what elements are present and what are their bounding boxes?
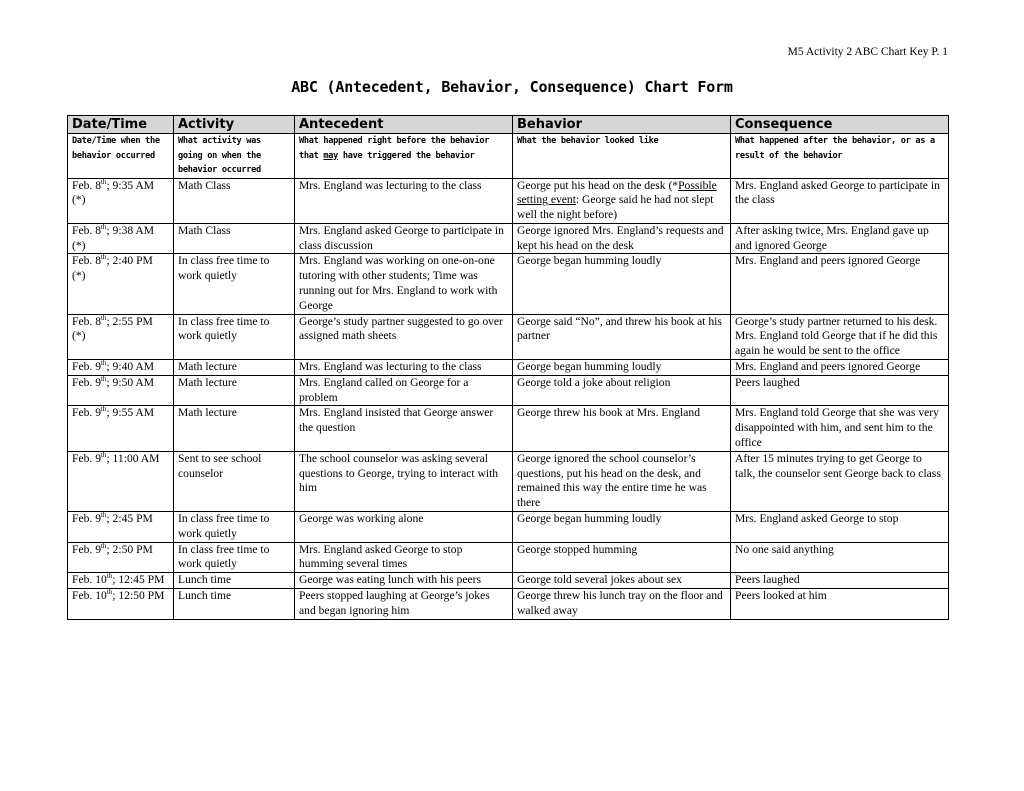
behavior-text: George threw his lunch tray on the floor and walked away xyxy=(517,589,723,617)
column-header-consequence: Consequence xyxy=(731,116,949,134)
datetime-cell xyxy=(68,223,174,254)
date-suffix: th xyxy=(100,253,107,262)
date-suffix: th xyxy=(100,541,107,550)
time-text: ; 2:40 PM (*) xyxy=(72,254,153,283)
antecedent-cell: Mrs. England insisted that George answer the question xyxy=(295,406,513,451)
date-text: Feb. 9 xyxy=(72,542,101,556)
consequence-cell: After 15 minutes trying to get George to talk, the counselor sent George back to class xyxy=(731,451,949,511)
behavior-cell xyxy=(513,573,731,589)
antecedent-cell: Mrs. England asked George to participate in class discussion xyxy=(295,223,513,254)
antecedent-cell: The school counselor was asking several questions to George, trying to interact with him xyxy=(295,451,513,511)
antecedent-cell: Mrs. England was working on one-on-one tutoring with other students; Time was running out for Mrs. England to work with George xyxy=(295,254,513,314)
behavior-text: George put his head on the desk (* xyxy=(517,178,679,192)
datetime-cell xyxy=(68,314,174,359)
activity-cell: Math lecture xyxy=(174,360,295,376)
date-suffix: th xyxy=(100,177,107,186)
consequence-cell: Peers laughed xyxy=(731,573,949,589)
behavior-text: George ignored Mrs. England’s requests and kept his head on the desk xyxy=(517,223,724,252)
time-text: ; 2:50 PM xyxy=(106,542,153,556)
page-header: M5 Activity 2 ABC Chart Key P. 1 xyxy=(787,46,948,58)
time-text: ; 9:38 AM (*) xyxy=(72,223,155,252)
datetime-cell xyxy=(68,178,174,223)
antecedent-cell: Mrs. England was lecturing to the class xyxy=(295,360,513,376)
date-suffix: th xyxy=(100,223,107,232)
date-text: Feb. 9 xyxy=(72,512,101,526)
activity-cell: In class free time to work quietly xyxy=(174,254,295,314)
consequence-cell: Mrs. England asked George to stop xyxy=(731,512,949,543)
date-text: Feb. 10 xyxy=(72,589,107,603)
date-text: Feb. 8 xyxy=(72,223,101,237)
table-row xyxy=(68,512,949,543)
behavior-underlined-text: Possible setting event xyxy=(517,178,717,207)
desc-text: have triggered the behavior xyxy=(338,150,475,161)
date-suffix: th xyxy=(100,450,107,459)
time-text: ; 9:35 AM (*) xyxy=(72,178,155,207)
abc-chart-table xyxy=(67,115,949,620)
date-text: Feb. 9 xyxy=(72,406,101,420)
datetime-cell xyxy=(68,360,174,376)
consequence-cell: Mrs. England and peers ignored George xyxy=(731,254,949,314)
activity-cell: Lunch time xyxy=(174,573,295,589)
behavior-cell xyxy=(513,223,731,254)
date-suffix: th xyxy=(100,375,107,383)
behavior-text: George ignored the school counselor’s questions, put his head on the desk, and remained this way the entire time he was there xyxy=(517,451,707,510)
date-text: Feb. 9 xyxy=(72,375,101,389)
behavior-text: George stopped humming xyxy=(517,542,638,556)
column-desc-activity: What activity was going on when the behavior occurred xyxy=(174,134,295,179)
behavior-cell xyxy=(513,451,731,511)
table-row xyxy=(68,375,949,406)
consequence-cell: Mrs. England and peers ignored George xyxy=(731,360,949,376)
table-row xyxy=(68,406,949,451)
date-suffix: th xyxy=(100,511,107,520)
activity-cell: In class free time to work quietly xyxy=(174,512,295,543)
behavior-text: George said “No”, and threw his book at his partner xyxy=(517,314,722,343)
antecedent-cell: George was working alone xyxy=(295,512,513,543)
behavior-text: George threw his book at Mrs. England xyxy=(517,406,700,420)
behavior-cell xyxy=(513,254,731,314)
time-text: ; 9:50 AM xyxy=(106,375,155,389)
behavior-cell xyxy=(513,375,731,406)
column-header-antecedent: Antecedent xyxy=(295,116,513,134)
datetime-cell xyxy=(68,254,174,314)
column-desc-behavior: What the behavior looked like xyxy=(513,134,731,179)
consequence-cell: Mrs. England told George that she was very disappointed with him, and sent him to the office xyxy=(731,406,949,451)
behavior-text: George began humming loudly xyxy=(517,254,662,268)
datetime-cell xyxy=(68,375,174,406)
behavior-text: George began humming loudly xyxy=(517,360,662,374)
column-desc-datetime: Date/Time when the behavior occurred xyxy=(68,134,174,179)
datetime-cell xyxy=(68,512,174,543)
antecedent-cell: Mrs. England called on George for a problem xyxy=(295,375,513,406)
date-text: Feb. 8 xyxy=(72,178,101,192)
datetime-cell xyxy=(68,542,174,573)
time-text: ; 2:45 PM xyxy=(106,512,153,526)
time-text: ; 9:55 AM xyxy=(106,406,155,420)
description-row xyxy=(68,134,949,179)
datetime-cell xyxy=(68,589,174,620)
behavior-text: : George said he had not slept well the night before) xyxy=(517,193,714,222)
antecedent-cell: George’s study partner suggested to go over assigned math sheets xyxy=(295,314,513,359)
behavior-text: George told a joke about religion xyxy=(517,375,671,389)
activity-cell: In class free time to work quietly xyxy=(174,542,295,573)
date-text: Feb. 10 xyxy=(72,573,107,587)
behavior-cell xyxy=(513,360,731,376)
datetime-cell xyxy=(68,573,174,589)
antecedent-cell: Mrs. England was lecturing to the class xyxy=(295,178,513,223)
desc-text: What happened right before the behavior that xyxy=(299,136,490,161)
column-desc-consequence: What happened after the behavior, or as a result of the behavior xyxy=(731,134,949,179)
behavior-cell xyxy=(513,512,731,543)
time-text: ; 2:55 PM (*) xyxy=(72,314,153,343)
consequence-cell: George’s study partner returned to his desk. Mrs. England told George that if he did this again he would be sent to the office xyxy=(731,314,949,359)
activity-cell: Lunch time xyxy=(174,589,295,620)
date-text: Feb. 8 xyxy=(72,254,101,268)
table-row xyxy=(68,589,949,620)
behavior-text: George told several jokes about sex xyxy=(517,573,682,587)
date-suffix: th xyxy=(100,313,107,322)
date-text: Feb. 9 xyxy=(72,451,101,465)
time-text: ; 12:45 PM xyxy=(112,573,165,587)
table-row xyxy=(68,254,949,314)
column-header-behavior: Behavior xyxy=(513,116,731,134)
date-text: Feb. 9 xyxy=(72,360,101,374)
activity-cell: Math Class xyxy=(174,223,295,254)
header-row xyxy=(68,116,949,134)
table-row xyxy=(68,314,949,359)
table-row xyxy=(68,451,949,511)
column-header-datetime: Date/Time xyxy=(68,116,174,134)
date-suffix: th xyxy=(106,588,113,597)
behavior-cell xyxy=(513,589,731,620)
date-text: Feb. 8 xyxy=(72,314,101,328)
desc-underlined-text: may xyxy=(323,150,338,161)
behavior-cell xyxy=(513,178,731,223)
consequence-cell: Peers laughed xyxy=(731,375,949,406)
datetime-cell xyxy=(68,451,174,511)
date-suffix: th xyxy=(100,405,107,414)
table-row xyxy=(68,573,949,589)
time-text: ; 12:50 PM xyxy=(112,589,165,603)
antecedent-cell: George was eating lunch with his peers xyxy=(295,573,513,589)
time-text: ; 11:00 AM xyxy=(106,451,160,465)
activity-cell: Math Class xyxy=(174,178,295,223)
consequence-cell: Peers looked at him xyxy=(731,589,949,620)
behavior-cell xyxy=(513,406,731,451)
antecedent-cell: Peers stopped laughing at George’s jokes and began ignoring him xyxy=(295,589,513,620)
column-header-activity: Activity xyxy=(174,116,295,134)
table-row xyxy=(68,223,949,254)
consequence-cell: No one said anything xyxy=(731,542,949,573)
activity-cell: Math lecture xyxy=(174,375,295,406)
datetime-cell xyxy=(68,406,174,451)
table-row xyxy=(68,360,949,376)
consequence-cell: Mrs. England asked George to participate in the class xyxy=(731,178,949,223)
table-row xyxy=(68,178,949,223)
column-desc-antecedent xyxy=(295,134,513,179)
behavior-text: George began humming loudly xyxy=(517,512,662,526)
behavior-cell xyxy=(513,542,731,573)
time-text: ; 9:40 AM xyxy=(106,360,155,374)
date-suffix: th xyxy=(100,359,107,368)
antecedent-cell: Mrs. England asked George to stop humming several times xyxy=(295,542,513,573)
activity-cell: Math lecture xyxy=(174,406,295,451)
activity-cell: Sent to see school counselor xyxy=(174,451,295,511)
activity-cell: In class free time to work quietly xyxy=(174,314,295,359)
consequence-cell: After asking twice, Mrs. England gave up and ignored George xyxy=(731,223,949,254)
behavior-cell xyxy=(513,314,731,359)
date-suffix: th xyxy=(106,572,113,581)
page-title: ABC (Antecedent, Behavior, Consequence) Chart Form xyxy=(291,78,733,96)
table-row xyxy=(68,542,949,573)
